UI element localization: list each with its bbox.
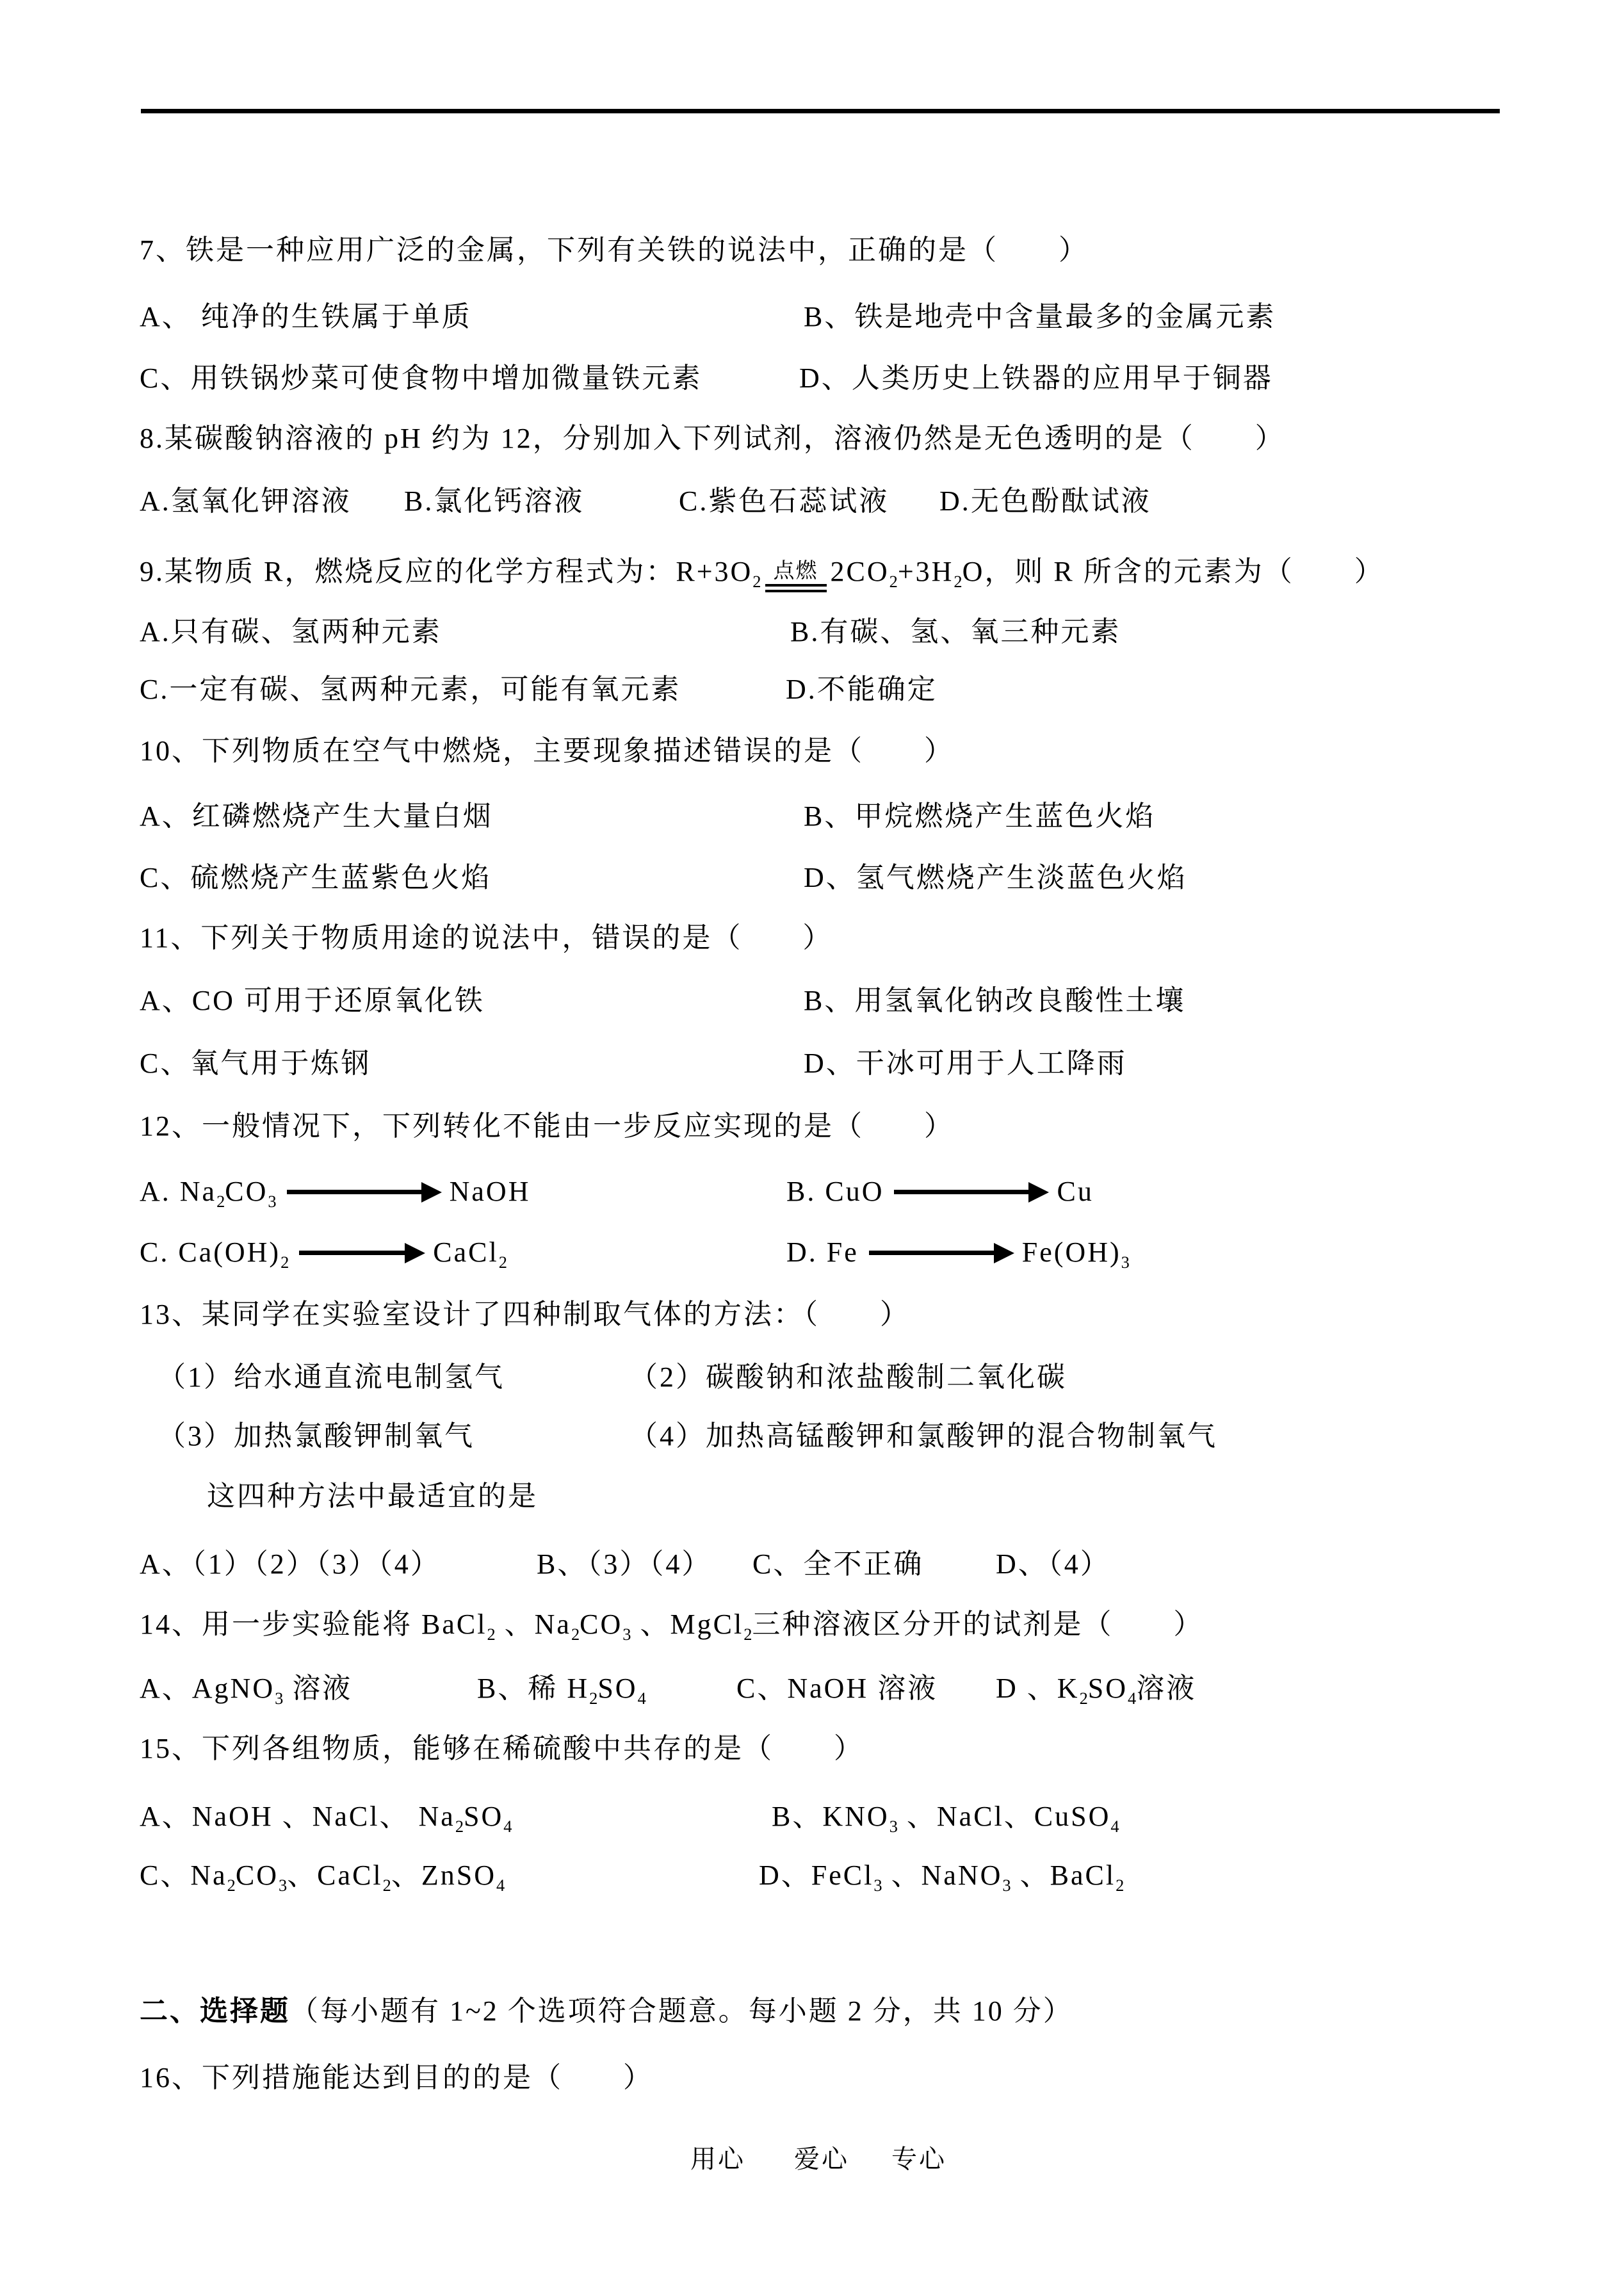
options-8-seg-1: A.氢氧化钾溶液 [140,485,352,517]
options-10-row-1-seg-1: A、红磷燃烧产生大量白烟 [140,800,493,832]
methods-13-row-1-seg-2: （2）碳酸钠和浓盐酸制二氧化碳 [629,1361,1067,1393]
text-run: D. Fe [786,1237,859,1268]
options-7-row-2-seg-2: D、人类历史上铁器的应用早于铜器 [799,362,1273,394]
section-2-heading [140,1995,1073,2027]
question-11: 11、下列关于物质用途的说法中，错误的是（ ） [140,922,833,953]
question-7: 7、铁是一种应用广泛的金属，下列有关铁的说法中，正确的是（ ） [140,234,1089,266]
question-13-prompt: 这四种方法中最适宜的是 [207,1480,538,1512]
options-8-seg-4: D.无色酚酞试液 [939,485,1151,517]
footer-word-1: 用心 [690,2145,745,2173]
options-9-row-2-seg-1: C.一定有碳、氢两种元素，可能有氧元素 [140,674,681,705]
text-run: $Fe(OH)_3$ [1021,1237,1130,1272]
ignition-condition-label: 点燃 [773,560,818,583]
right-arrow-icon [869,1251,994,1255]
footer-word-2: 爱心 [794,2145,849,2173]
options-11-row-2-seg-2: D、干冰可用于人工降雨 [804,1048,1127,1079]
footer-word-3: 专心 [891,2145,946,2173]
options-15-row-2-seg-1: C、$Na_2CO_3$、CaCl$_2$、ZnSO$_4$ [140,1860,505,1895]
text-run: CaCl$_2$ [433,1237,507,1272]
options-15-row-1-seg-1: A、NaOH 、NaCl、 $Na_2SO_4$ [140,1801,512,1836]
options-15-row-1-seg-2: B、$KNO_3$ 、NaCl、CuSO$_4$ [772,1801,1119,1836]
options-10-row-1-seg-2: B、甲烷燃烧产生蓝色火焰 [804,800,1156,832]
top-rule [141,109,1500,113]
text-run: C. $Ca(OH)_2$ [140,1237,289,1272]
options-12-row-1-seg-1 [140,1176,530,1211]
text-run: $2CO_2+3H_2O$，则 R 所含的元素为（ ） [830,556,1384,591]
ignition-condition-overset [765,561,827,592]
options-7-row-2-seg-1: C、用铁锅炒菜可使食物中增加微量铁元素 [140,362,702,394]
options-12-row-1-seg-2 [786,1176,1094,1207]
text-run: （每小题有 1~2 个选项符合题意。每小题 2 分，共 10 分） [290,1995,1073,2027]
question-10: 10、下列物质在空气中燃烧，主要现象描述错误的是（ ） [140,735,954,766]
options-8-seg-3: C.紫色石蕊试液 [679,485,889,517]
options-13-seg-4: D、（4） [996,1548,1110,1580]
options-7-row-1-seg-1: A、 纯净的生铁属于单质 [140,301,472,332]
text-run: Cu [1057,1176,1094,1207]
options-9-row-1-seg-1: A.只有碳、氢两种元素 [140,616,442,647]
options-9-row-1-seg-2: B.有碳、氢、氧三种元素 [790,616,1121,647]
right-arrow-icon [287,1190,421,1194]
options-14-seg-1: A、AgNO$_3$ 溶液 [140,1673,353,1708]
text-run: 9.某物质 R，燃烧反应的化学方程式为：$R+3O_2$ [140,556,761,591]
options-13-seg-2: B、（3）（4） [537,1548,712,1580]
question-15: 15、下列各组物质，能够在稀硫酸中共存的是（ ） [140,1733,864,1764]
options-13-seg-1: A、（1）（2）（3）（4） [140,1548,441,1580]
text-run: NaOH [449,1176,531,1207]
options-12-row-2-seg-2 [786,1237,1130,1272]
options-12-row-2-seg-1 [140,1237,507,1272]
right-arrow-icon [299,1251,405,1255]
methods-13-row-2-seg-2: （4）加热高锰酸钾和氯酸钾的混合物制氧气 [629,1420,1217,1452]
options-8-seg-2: B.氯化钙溶液 [404,485,585,517]
options-7-row-1-seg-2: B、铁是地壳中含量最多的金属元素 [804,301,1276,332]
question-12: 12、一般情况下，下列转化不能由一步反应实现的是（ ） [140,1110,954,1142]
text-run: B. CuO [786,1176,884,1207]
text-run: A. $Na_2CO_3$ [140,1176,277,1211]
question-13: 13、某同学在实验室设计了四种制取气体的方法：（ ） [140,1299,910,1330]
options-11-row-2-seg-1: C、氧气用于炼钢 [140,1048,371,1079]
options-11-row-1-seg-1: A、CO 可用于还原氧化铁 [140,985,485,1016]
options-13-seg-3: C、全不正确 [752,1548,924,1580]
question-9 [140,556,1384,592]
double-line-equals [765,584,827,592]
methods-13-row-2-seg-1: （3）加热氯酸钾制氧气 [158,1420,475,1452]
options-11-row-1-seg-2: B、用氢氧化钠改良酸性土壤 [804,985,1186,1016]
options-9-row-2-seg-2: D.不能确定 [786,674,938,705]
section-title-bold: 二、选择题 [140,1995,290,2027]
question-16: 16、下列措施能达到目的的是（ ） [140,2062,653,2093]
question-14: 14、用一步实验能将 BaCl$_2$ 、$Na_2CO_3$ 、MgCl$_2$三种溶液区分开的试剂是（ ） [140,1609,1204,1644]
options-10-row-2-seg-2: D、氢气燃烧产生淡蓝色火焰 [804,862,1187,893]
options-14-seg-2: B、稀 $H_2SO_4$ [477,1673,646,1708]
options-15-row-2-seg-2: D、FeCl$_3$ 、NaNO$_3$ 、BaCl$_2$ [759,1860,1125,1895]
right-arrow-icon [894,1190,1028,1194]
options-14-seg-4: D 、$K_2SO_4$溶液 [996,1673,1197,1708]
methods-13-row-1-seg-1: （1）给水通直流电制氢气 [158,1361,505,1393]
options-14-seg-3: C、NaOH 溶液 [736,1673,938,1704]
question-8: 8.某碳酸钠溶液的 pH 约为 12，分别加入下列试剂，溶液仍然是无色透明的是（ ） [140,423,1285,454]
options-10-row-2-seg-1: C、硫燃烧产生蓝紫色火焰 [140,862,492,893]
